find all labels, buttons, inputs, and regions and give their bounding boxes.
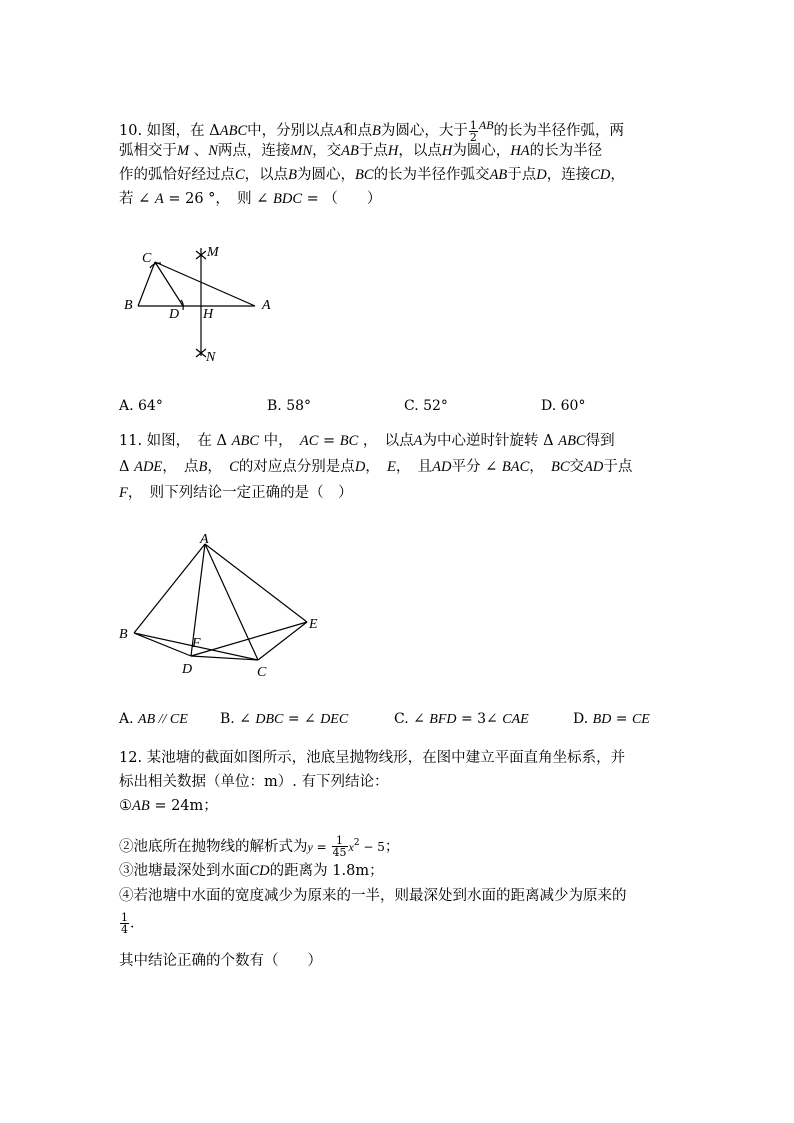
fraction-one-quarter: $\frac{1}{4}$	[121, 911, 128, 936]
q12-conclusion-2: ②池底所在抛物线的解析式为y = $\frac{1}{45}$ $x^2 - 5$；	[119, 834, 400, 860]
label-B: B	[124, 298, 133, 313]
label-D: D	[182, 662, 193, 677]
fraction-1-45: $\frac{1}{45}$	[332, 834, 347, 860]
label-C: C	[142, 251, 152, 266]
segment-AC	[205, 544, 258, 660]
q12-conclusion-1: ①AB = 24m；	[119, 798, 218, 814]
q10-option-d: D. 60°	[541, 398, 586, 414]
q12-conclusion-3: ③池塘最深处到水面CD的距离为 1.8m；	[119, 863, 384, 879]
q11-line-2: Δ ADE， 点B， C的对应点分别是点D， E， 且AD平分 ∠ BAC， BC交AD于点	[119, 459, 633, 475]
q11-line-1: 11. 如图， 在 Δ ABC 中， AC = BC ， 以点A为中心逆时针旋转 Δ ABC得到	[119, 433, 615, 449]
label-E: E	[309, 617, 318, 632]
fraction-one-half: $\frac{1}{2}$	[469, 118, 477, 144]
segment-AE	[205, 544, 307, 622]
label-D: D	[169, 307, 180, 322]
q10-option-c: C. 52°	[404, 398, 448, 414]
q12-line-2: 标出相关数据（单位：m）. 有下列结论：	[119, 774, 389, 790]
q10-line-2: 弧相交于M 、N两点，连接MN，交AB于点H，以点H为圆心，HA的长为半径	[119, 143, 603, 159]
q10-line-1: 10. 如图，在 ΔABC中，分别以点A和点B为圆心，大于 $\frac{1}{2}$ $^{AB}$的长为半径作弧，两	[119, 118, 625, 144]
segment-DE	[191, 622, 307, 656]
label-C: C	[257, 665, 267, 680]
segment-BD	[134, 633, 191, 656]
q11-line-3: F， 则下列结论一定正确的是（ ）	[119, 485, 353, 501]
q11-option-b: B. ∠ DBC = ∠ DEC	[220, 711, 349, 727]
q12-line-1: 12. 某池塘的截面如图所示，池底呈抛物线形，在图中建立平面直角坐标系，并	[119, 750, 626, 766]
segment-AB	[134, 544, 205, 633]
q12-ask: 其中结论正确的个数有（ ）	[119, 953, 322, 969]
label-M: M	[207, 245, 219, 260]
q10-option-a: A. 64°	[119, 398, 163, 414]
q12-conclusion-4-fraction: $\frac{1}{4}$ ．	[121, 911, 145, 936]
q10-line-4: 若 ∠ A = 26 °， 则 ∠ BDC = （ ）	[119, 191, 382, 207]
q12-conclusion-4: ④若池塘中水面的宽度减少为原来的一半，则最深处到水面的距离减少为原来的	[119, 888, 627, 904]
q11-option-d: D. BD = CE	[573, 711, 650, 727]
label-H: H	[203, 307, 214, 322]
label-B: B	[119, 627, 128, 642]
segment-CE	[258, 622, 307, 660]
label-F: F	[192, 636, 201, 651]
q11-option-c: C. ∠ BFD = 3∠ CAE	[394, 711, 529, 727]
label-A: A	[262, 298, 271, 313]
q10-option-b: B. 58°	[267, 398, 312, 414]
label-A: A	[200, 532, 209, 547]
q11-option-a: A. AB // CE	[119, 711, 188, 727]
label-N: N	[206, 350, 216, 365]
q10-line-3: 作的弧恰好经过点C，以点B为圆心，BC的长为半径作弧交AB于点D，连接CD，	[119, 167, 625, 183]
